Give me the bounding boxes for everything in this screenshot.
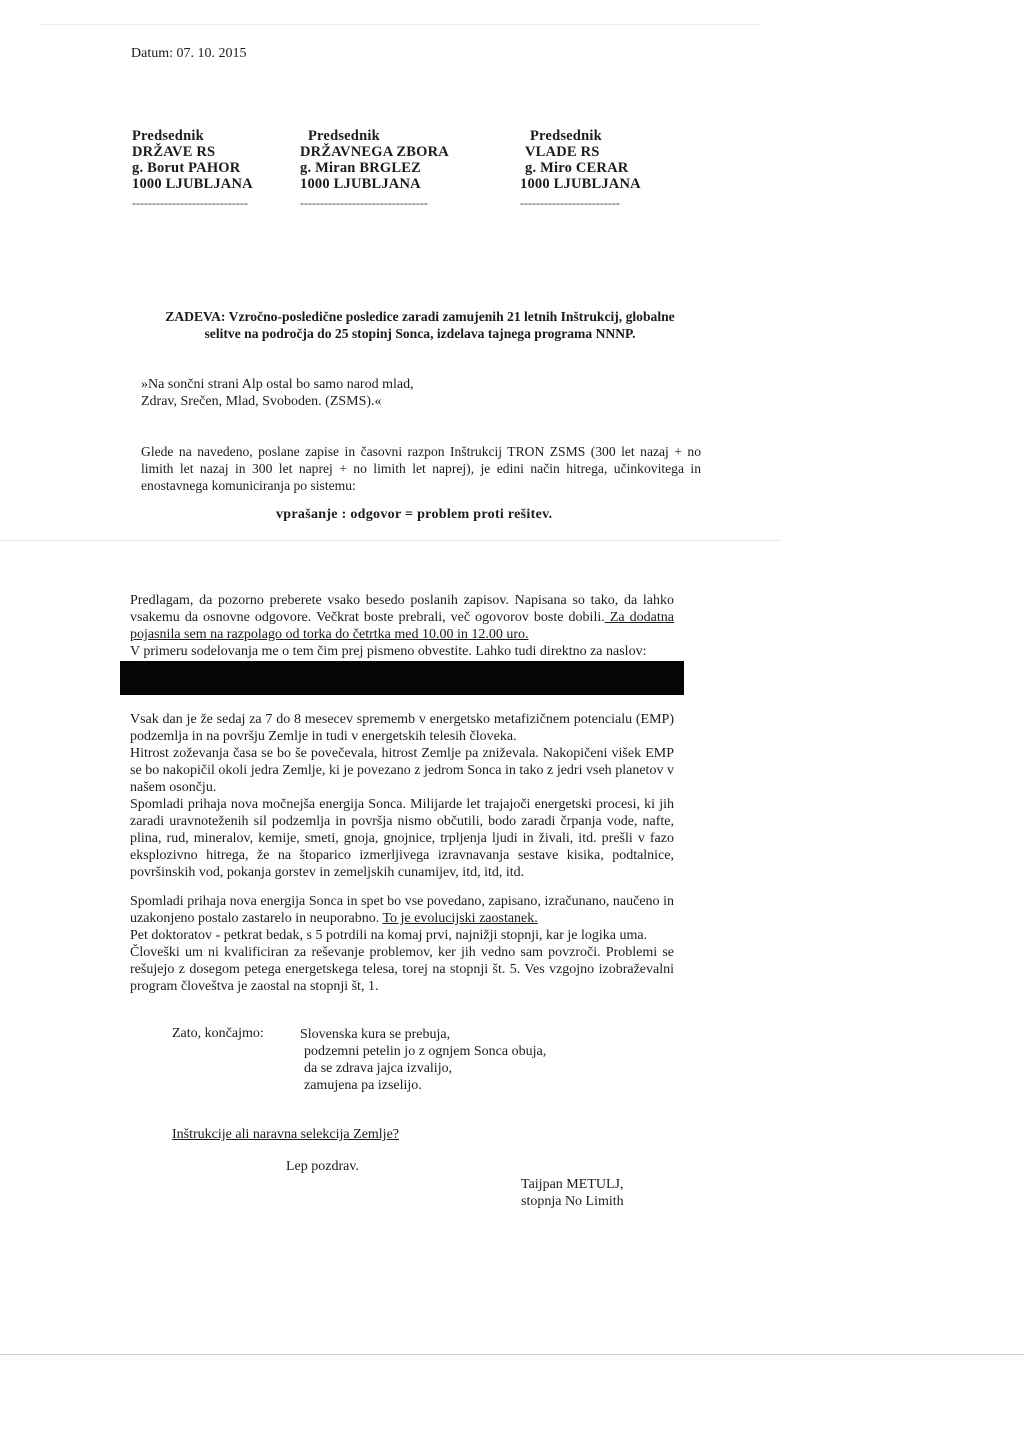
subject-text-2: selitve na področja do 25 stopinj Sonca, izdelava tajnega programa NNNP. [204, 326, 636, 341]
recipient-org: DRŽAVNEGA ZBORA [300, 144, 449, 160]
subject-label: ZADEVA: [165, 309, 226, 324]
recipient-org: DRŽAVE RS [132, 144, 216, 160]
recipient-city: 1000 LJUBLJANA [300, 176, 421, 192]
proposal-text: Predlagam, da pozorno preberete vsako besedo poslanih zapisov. Napisana so tako, da lahko vsakemu da osnovne odgovore. Večkrat boste prebrali, več ogovorov boste dobili. [130, 593, 674, 625]
energy-paragraph [130, 711, 674, 881]
redacted-address-bar [120, 661, 684, 695]
recipient-title: Predsednik [530, 128, 602, 144]
recipient-block-assembly [300, 128, 449, 211]
energy-line-3: Spomladi prihaja nova močnejša energija Sonca. Milijarde let trajajoči energetski procesi, ki jih zaradi uravnoteženih sil podzemlja in površja nismo občutili, bodo zaradi črpanja vode, nafte, plina, rud, mineralov, kemije, smeti, gnoja, gnojnice, trpljenja ljudi in živali, itd. prešli v fazo eksplozivno hitrega, že na štoparico izmerljivega izravnavanja sestave kisika, podtalnice, površinskih vod, pokanja gorstev in zemeljskih cunamijev, itd, itd, itd. [130, 797, 674, 880]
recipient-title: Predsednik [132, 128, 204, 144]
proposal-line-2: V primeru sodelovanja me o tem čim prej pismeno obvestite. Lahko tudi direktno za naslov: [130, 644, 647, 659]
letter-date: Datum: 07. 10. 2015 [131, 46, 247, 61]
energy-line-1: Vsak dan je že sedaj za 7 do 8 mesecev sprememb v energetsko metafizičnem potencialu (EMP) podzemlja in na površju Zemlje in tudi v energetskih telesih človeka. [130, 712, 674, 744]
poem-line: zamujena pa izselijo. [304, 1078, 422, 1093]
proposal-paragraph [130, 592, 674, 660]
recipient-org: VLADE RS [525, 144, 600, 160]
recipient-name: g. Miran BRGLEZ [300, 160, 422, 176]
recipient-name: g. Miro CERAR [525, 160, 629, 176]
poem-line: da se zdrava jajca izvalijo, [304, 1061, 453, 1076]
recipient-city: 1000 LJUBLJANA [520, 176, 641, 192]
poem-line: Slovenska kura se prebuja, [300, 1027, 451, 1042]
subject-text-1: Vzročno-posledične posledice zaradi zamujenih 21 letnih Inštrukcij, globalne [225, 309, 675, 324]
quote-line-2: Zdrav, Srečen, Mlad, Svoboden. (ZSMS).« [141, 394, 382, 409]
intro-paragraph: Glede na navedeno, poslane zapise in časovni razpon Inštrukcij TRON ZSMS (300 let nazaj + no limith let nazaj in 300 let naprej + no limith let naprej), je edini način hitrega, učinkovitega in enostavnega komuniciranja po sistemu: [141, 444, 701, 493]
recipient-dash: ------------------------- [520, 196, 620, 210]
closing-question: Inštrukcije ali naravna selekcija Zemlje? [172, 1127, 400, 1142]
energy-line-2: Hitrost zoževanja časa se bo še povečevala, hitrost Zemlje pa zniževala. Nakopičeni višek EMP se bo nakopičil okoli jedra Zemlje, ki je povezano z jedrom Sonca in tako z jedri vseh planetov v našem osončju. [130, 746, 674, 795]
subject-line [140, 308, 700, 342]
closing-poem [300, 1026, 546, 1094]
opening-quote [141, 376, 414, 410]
evolution-line-3: Človeški um ni kvalificiran za reševanje problemov, ker jih vedno sam povzroči. Problemi se rešujejo z dosegom petega energetskega telesa, torej na stopnji št. 5. Ves vzgojno izobraževalni program človeštva je zaostal na stopnji št, 1. [130, 945, 674, 994]
evolution-text: Spomladi prihaja nova energija Sonca in spet bo vse povedano, zapisano, izračunano, naučeno in uzakonjeno postalo zastarelo in neuporabno. [130, 894, 674, 926]
recipient-name: g. Borut PAHOR [132, 160, 241, 176]
regards-text: Lep pozdrav. [286, 1159, 359, 1174]
signature-rank: stopnja No Limith [521, 1194, 624, 1209]
formula-line: vprašanje : odgovor = problem proti rešitev. [276, 507, 553, 522]
recipient-block-president [132, 128, 253, 211]
scan-line-top [40, 24, 760, 25]
proposal-underlined: Za dodatna pojasnila sem na razpolago od torka do četrtka med 10.00 in 12.00 uro. [130, 610, 674, 642]
poem-label: Zato, končajmo: [172, 1026, 264, 1041]
signature-block [521, 1176, 624, 1210]
evolution-underlined: To je evolucijski zaostanek. [382, 911, 538, 926]
poem-line: podzemni petelin jo z ognjem Sonca obuja, [304, 1044, 547, 1059]
evolution-line-2: Pet doktoratov - petkrat bedak, s 5 potrdili na komaj prvi, najnižji stopnji, kar je logika uma. [130, 928, 648, 943]
recipient-dash: ----------------------------- [132, 196, 248, 210]
recipient-title: Predsednik [308, 128, 380, 144]
quote-line-1: »Na sončni strani Alp ostal bo samo narod mlad, [141, 377, 414, 392]
recipient-block-government [520, 128, 641, 211]
signature-name: Taijpan METULJ, [521, 1177, 624, 1192]
scan-line-bottom [0, 1354, 1024, 1355]
scan-line-middle [0, 540, 780, 541]
recipient-dash: -------------------------------- [300, 196, 428, 210]
evolution-paragraph [130, 893, 674, 995]
recipient-city: 1000 LJUBLJANA [132, 176, 253, 192]
